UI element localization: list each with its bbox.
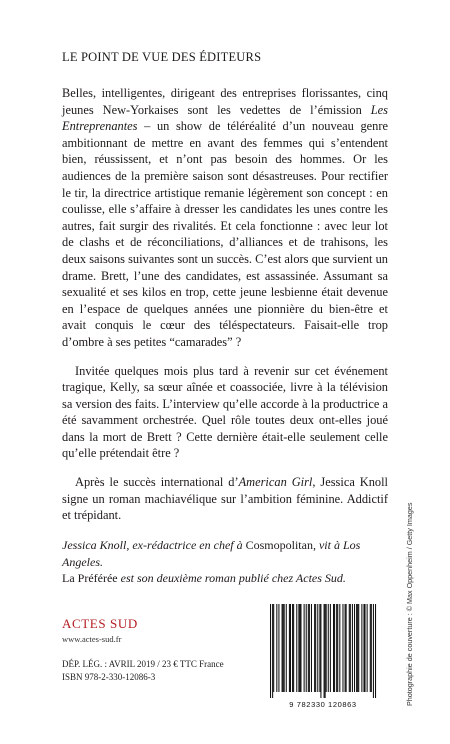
barcode-bar <box>337 604 338 692</box>
barcode <box>264 600 382 710</box>
barcode-bar <box>325 604 326 698</box>
barcode-bars <box>264 600 382 700</box>
barcode-bar <box>324 604 325 698</box>
barcode-bar <box>272 604 273 698</box>
isbn: ISBN 978-2-330-12086-3 <box>62 671 156 682</box>
magazine-name: Cosmopolitan <box>245 538 313 552</box>
barcode-bar <box>370 604 371 692</box>
barcode-bar <box>317 604 318 692</box>
barcode-bar <box>367 604 368 692</box>
barcode-bar <box>345 604 346 692</box>
barcode-bar <box>350 604 351 692</box>
barcode-bar <box>308 604 309 692</box>
barcode-bar <box>328 604 329 692</box>
barcode-digits: 9 782330 120863 <box>289 700 357 709</box>
barcode-bar <box>300 604 301 692</box>
author-bio-line: Jessica Knoll, ex-rédactrice en chef à Cosmopolitan, vit à Los Angeles. <box>62 538 361 569</box>
barcode-bar <box>315 604 316 692</box>
barcode-bar <box>304 604 305 692</box>
barcode-bar <box>309 604 310 692</box>
previous-novel-title: American Girl <box>238 475 313 490</box>
barcode-bar <box>354 604 355 692</box>
barcode-bar <box>282 604 283 692</box>
barcode-bar <box>357 604 358 692</box>
barcode-bar <box>298 604 299 692</box>
barcode-bar <box>320 604 321 698</box>
barcode-bar <box>342 604 343 692</box>
blurb-paragraph-3: Après le succès international d’American Girl, Jessica Knoll signe un roman machiavélique sur l’ambition féminine. Addictif et trépidant. <box>62 475 388 523</box>
barcode-bar <box>276 604 277 692</box>
blurb-paragraph-1: Belles, intelligentes, dirigeant des entreprises florissantes, cinq jeunes New-Yorkaises sont les vedettes de l’émission Les Entreprenantes – un show de téléréalité d’un nouveau genre ambitionnant de mettre en avant des femmes qui s’entendent bien, réussissent, et n’ont pas besoin des hommes. Or les audiences de la première saison sont désastreuses. Pour rectifier le tir, la directrice artistique remanie légèrement son concept : en coulisse, elle s’affaire à dresser les candidates les unes contre les autres, fait surgir des rivalités. Et cela fonctionne : avec leur lot de clashs et de réconciliations, d’alliances et de trahisons, les deux saisons suivantes sont un succès. C’est alors que survient un drame. Brett, l’une des candidates, est assassinée. Assumant sa sexualité et ses kilos en trop, cette jeune lesbienne était devenue en l’espace de quelques années une pionnière du bien-être et avait conquis le cœur des téléspectateurs. Faisait-elle trop d’ombre à ses petites “camarades” ? <box>62 86 388 349</box>
barcode-bar <box>278 604 279 692</box>
barcode-bar <box>290 604 291 692</box>
barcode-bar <box>326 604 327 692</box>
barcode-bar <box>311 604 312 692</box>
novel-title: La Préférée <box>62 571 118 585</box>
barcode-bar <box>339 604 340 692</box>
legal-info <box>62 658 224 683</box>
barcode-bar <box>299 604 300 692</box>
barcode-bar <box>371 604 372 692</box>
blurb-paragraph-2: Invitée quelques mois plus tard à revenir sur cet événement tragique, Kelly, sa sœur aînée et coassociée, livre à la télévision sa version des faits. L’interview qu’elle accorde à la productrice a été savamment orchestrée. Quel rôle toutes deux ont-elles joué dans la mort de Brett ? Cette dernière était-elle seulement celle qu’elle prétendait être ? <box>62 363 388 461</box>
publisher-website: www.actes-sud.fr <box>62 634 122 644</box>
barcode-bar <box>319 604 320 692</box>
section-heading: LE POINT DE VUE DES ÉDITEURS <box>62 50 262 64</box>
barcode-bar <box>349 604 350 692</box>
barcode-bar <box>283 604 284 692</box>
barcode-bar <box>314 604 315 692</box>
legal-deposit: DÉP. LÉG. : AVRIL 2019 / 23 € TTC France <box>62 659 224 669</box>
publisher-logo: ACTES SUD <box>62 616 138 631</box>
barcode-bar <box>334 604 335 692</box>
barcode-bar <box>356 604 357 692</box>
barcode-bar <box>273 604 274 692</box>
photo-credit: Photographie de couverture : © Max Oppenheim / Getty Images <box>405 502 414 706</box>
barcode-bar <box>306 604 307 692</box>
barcode-bar <box>375 604 376 698</box>
barcode-bar <box>358 604 359 692</box>
author-credits <box>62 537 392 587</box>
barcode-bar <box>373 604 374 698</box>
barcode-bar <box>270 604 271 698</box>
barcode-bar <box>330 604 331 692</box>
barcode-bar <box>352 604 353 692</box>
barcode-bar <box>292 604 293 692</box>
barcode-bar <box>346 604 347 692</box>
barcode-bar <box>286 604 287 692</box>
novel-note-line: La Préférée est son deuxième roman publié chez Actes Sud. <box>62 571 346 585</box>
blurb-text <box>62 85 388 524</box>
barcode-bar <box>361 604 362 692</box>
barcode-bar <box>333 604 334 692</box>
show-title: Les Entreprenantes <box>62 102 388 134</box>
barcode-bar <box>289 604 290 692</box>
barcode-bar <box>363 604 364 692</box>
barcode-bar <box>336 604 337 692</box>
barcode-bar <box>293 604 294 692</box>
barcode-bar <box>365 604 366 692</box>
barcode-bar <box>296 604 297 692</box>
barcode-bar <box>284 604 285 692</box>
